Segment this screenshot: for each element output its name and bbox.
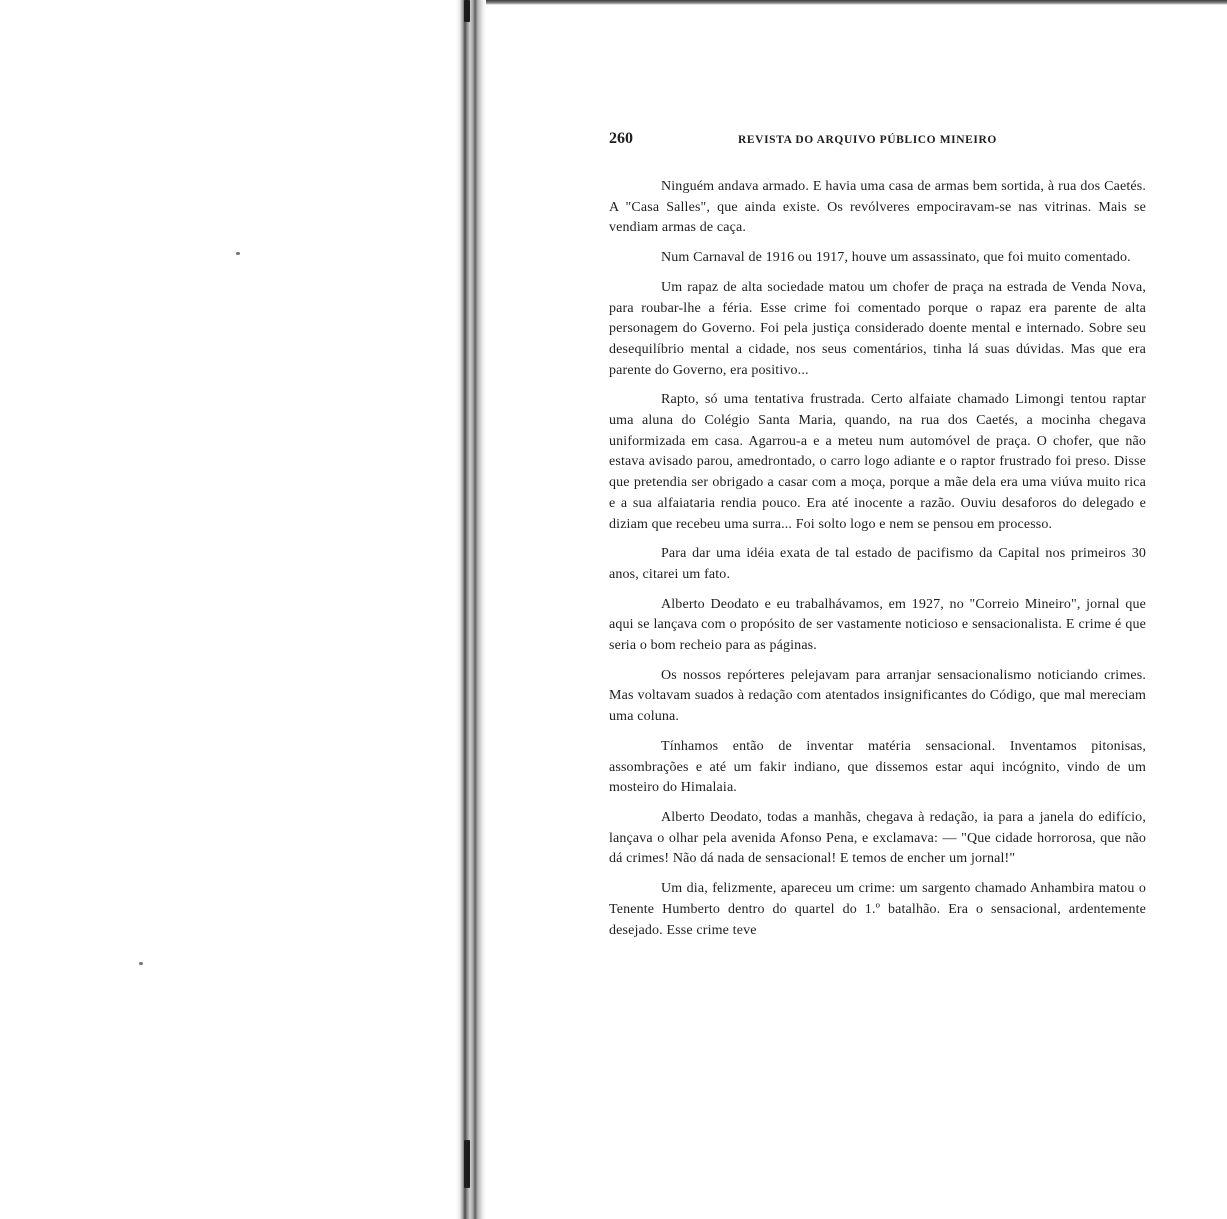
paragraph: Os nossos repórteres pelejavam para arranjar sensacionalismo noticiando crimes. Mas voltavam suados à redação com atentados insignificantes do Código, que mal mereciam uma coluna. xyxy=(609,667,1146,725)
paragraph: Para dar uma idéia exata de tal estado de pacifismo da Capital nos primeiros 30 anos, citarei um fato. xyxy=(609,546,1146,582)
spine-dark-mark-bottom xyxy=(464,1140,470,1188)
paragraph: Um rapaz de alta sociedade matou um chofer de praça na estrada de Venda Nova, para roubar-lhe a féria. Esse crime foi comentado porque o rapaz era parente de alta personagem do Governo. Foi pela justiça considerado doente mental e internado. Sobre seu desequilíbrio mental a cidade, nos seus comentários, tinha lá suas dúvidas. Mas que era parente do Governo, era positivo... xyxy=(609,279,1146,378)
scan-speck xyxy=(236,252,240,255)
journal-title: REVISTA DO ARQUIVO PÚBLICO MINEIRO xyxy=(738,134,997,146)
paragraph: Alberto Deodato, todas a manhãs, chegava à redação, ia para a janela do edifício, lançava o olhar pela avenida Afonso Pena, e exclamava: — "Que cidade horrorosa, que não dá crimes! Não dá nada de sensacional! E temos de encher um jornal!" xyxy=(609,809,1146,867)
book-page xyxy=(609,130,1146,950)
paragraph: Um dia, felizmente, apareceu um crime: um sargento chamado Anhambira matou o Tenente Humberto dentro do quartel do 1.º batalhão. Era o sensacional, ardentemente desejado. Esse crime teve xyxy=(609,881,1146,938)
scan-speck xyxy=(139,962,143,965)
paragraph: Tínhamos então de inventar matéria sensacional. Inventamos pitonisas, assombrações e até um fakir indiano, que dissemos estar aqui incógnito, vindo de um mosteiro do Himalaia. xyxy=(609,738,1146,796)
paragraph: Rapto, só uma tentativa frustrada. Certo alfaiate chamado Limongi tentou raptar uma aluna do Colégio Santa Maria, quando, na rua dos Caetés, a mocinha chegava uniformizada em casa. Agarrou-a e a meteu num automóvel de praça. O chofer, que não estava avisado parou, amedrontado, o carro logo adiante e o raptor frustrado foi preso. Disse que pretendia ser obrigado a casar com a moça, porque a mãe dela era uma viúva muito rica e a sua alfaiataria rendia pouco. Era até inocente a razão. Ouviu desaforos do delegado e diziam que recebeu uma surra... Foi solto logo e nem se pensou em processo. xyxy=(609,392,1146,532)
paragraph: Ninguém andava armado. E havia uma casa de armas bem sortida, à rua dos Caetés. A "Casa Salles", que ainda existe. Os revólveres empociravam-se nas vitrinas. Mais se vendiam armas de caça. xyxy=(609,179,1146,236)
page-number: 260 xyxy=(609,130,633,147)
book-spine-gutter xyxy=(456,0,486,1219)
body-text xyxy=(609,177,1146,941)
paragraph: Alberto Deodato e eu trabalhávamos, em 1927, no "Correio Mineiro", jornal que aqui se lançava com o propósito de ser vastamente noticioso e sensacionalista. E crime é que seria o bom recheio para as páginas. xyxy=(609,596,1146,654)
running-header xyxy=(609,130,1146,160)
page-top-edge-shadow xyxy=(470,0,1227,5)
paragraph: Num Carnaval de 1916 ou 1917, houve um assassinato, que foi muito comentado. xyxy=(661,250,1131,266)
spine-dark-mark-top xyxy=(464,0,470,22)
